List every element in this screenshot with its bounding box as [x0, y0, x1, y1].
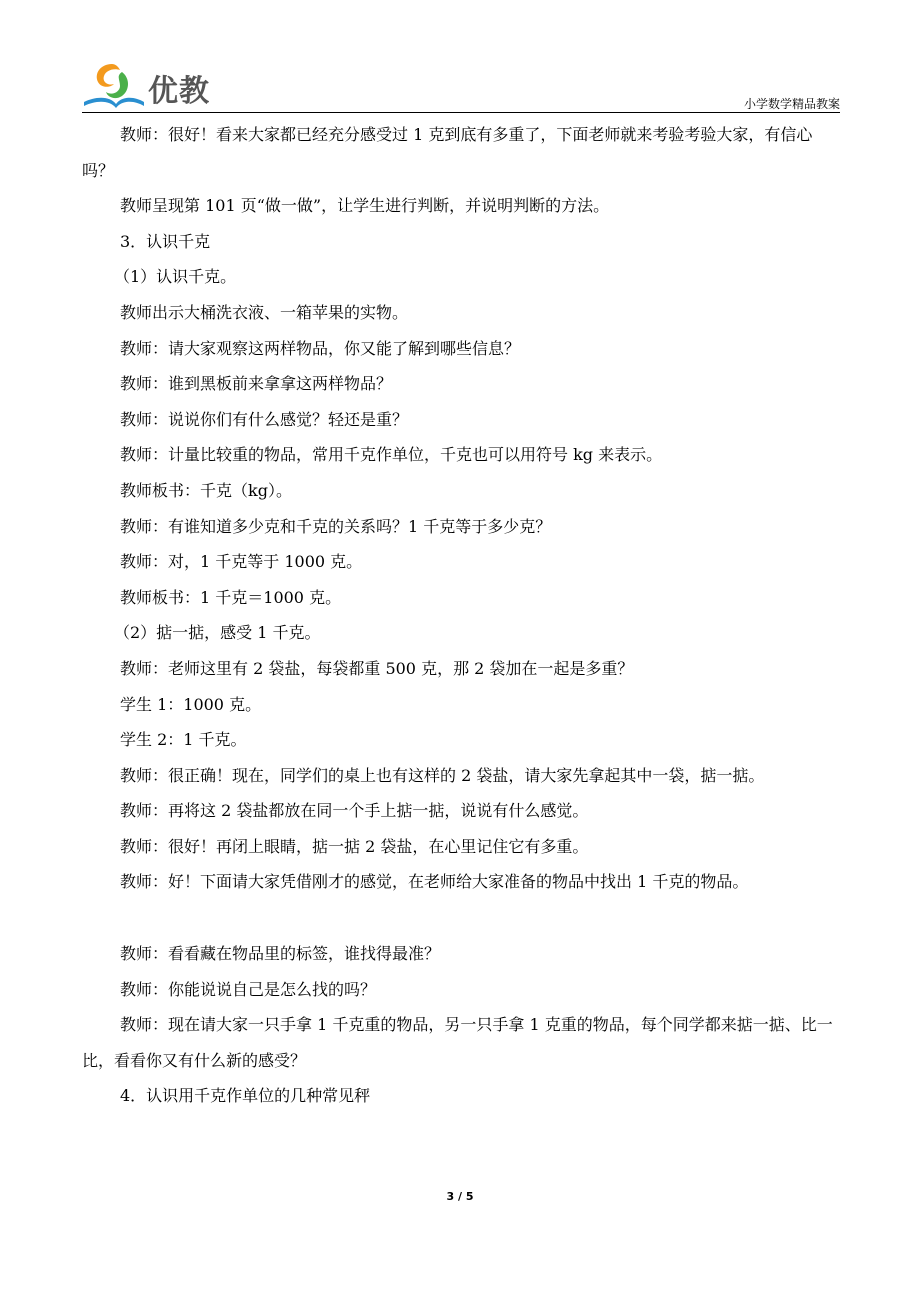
paragraph: 教师：请大家观察这两样物品，你又能了解到哪些信息？: [120, 338, 521, 358]
paragraph: 教师板书：1 千克＝1000 克。: [120, 587, 342, 607]
document-body: [82, 117, 838, 1114]
paragraph: 教师：很好！再闭上眼睛，掂一掂 2 袋盐，在心里记住它有多重。: [120, 836, 589, 856]
paragraph: 教师：谁到黑板前来拿拿这两样物品？: [120, 374, 393, 394]
paragraph: （2）掂一掂，感受 1 千克。: [114, 623, 321, 643]
logo-text: 优教: [148, 74, 210, 109]
paragraph: 学生 2：1 千克。: [120, 730, 247, 750]
paragraph: 教师出示大桶洗衣液、一箱苹果的实物。: [120, 302, 409, 322]
paragraph: 4．认识用千克作单位的几种常见秤: [120, 1086, 371, 1106]
paragraph: 教师板书：千克（kg）。: [120, 480, 292, 500]
paragraph: 教师：有谁知道多少克和千克的关系吗？1 千克等于多少克？: [120, 516, 552, 536]
paragraph: 教师：对，1 千克等于 1000 克。: [120, 552, 363, 572]
header-divider: [82, 112, 840, 113]
paragraph: 教师：再将这 2 袋盐都放在同一个手上掂一掂，说说有什么感觉。: [120, 801, 589, 821]
paragraph: （1）认识千克。: [114, 267, 237, 287]
paragraph: 教师呈现第 101 页“做一做”，让学生进行判断，并说明判断的方法。: [120, 196, 610, 216]
paragraph-gap: [82, 900, 838, 936]
paragraph: 教师：说说你们有什么感觉？轻还是重？: [120, 409, 409, 429]
page-number: 3 / 5: [446, 1190, 474, 1203]
paragraph: 学生 1：1000 克。: [120, 694, 262, 714]
paragraph: 教师：你能说说自己是怎么找的吗？: [120, 979, 377, 999]
paragraph: 教师：看看藏在物品里的标签，谁找得最准？: [120, 944, 441, 964]
paragraph: 教师：很好！看来大家都已经充分感受过 1 克到底有多重了，下面老师就来考验考验大家，有信心吗？: [82, 125, 813, 180]
paragraph: 3．认识千克: [120, 231, 211, 251]
logo-swirl-icon: [82, 60, 146, 112]
paragraph: 教师：计量比较重的物品，常用千克作单位，千克也可以用符号 kg 来表示。: [120, 445, 663, 465]
paragraph: 教师：老师这里有 2 袋盐，每袋都重 500 克，那 2 袋加在一起是多重？: [120, 658, 634, 678]
paragraph: 教师：很正确！现在，同学们的桌上也有这样的 2 袋盐，请大家先拿起其中一袋，掂一掂。: [120, 765, 765, 785]
page-header: [0, 0, 920, 116]
paragraph: 教师：好！下面请大家凭借刚才的感觉，在老师给大家准备的物品中找出 1 千克的物品。: [120, 872, 749, 892]
paragraph: 教师：现在请大家一只手拿 1 千克重的物品，另一只手拿 1 克重的物品，每个同学都来掂一掂、比一比，看看你又有什么新的感受？: [82, 1015, 833, 1070]
header-caption: 小学数学精品教案: [743, 97, 840, 111]
brand-logo: [82, 60, 222, 112]
